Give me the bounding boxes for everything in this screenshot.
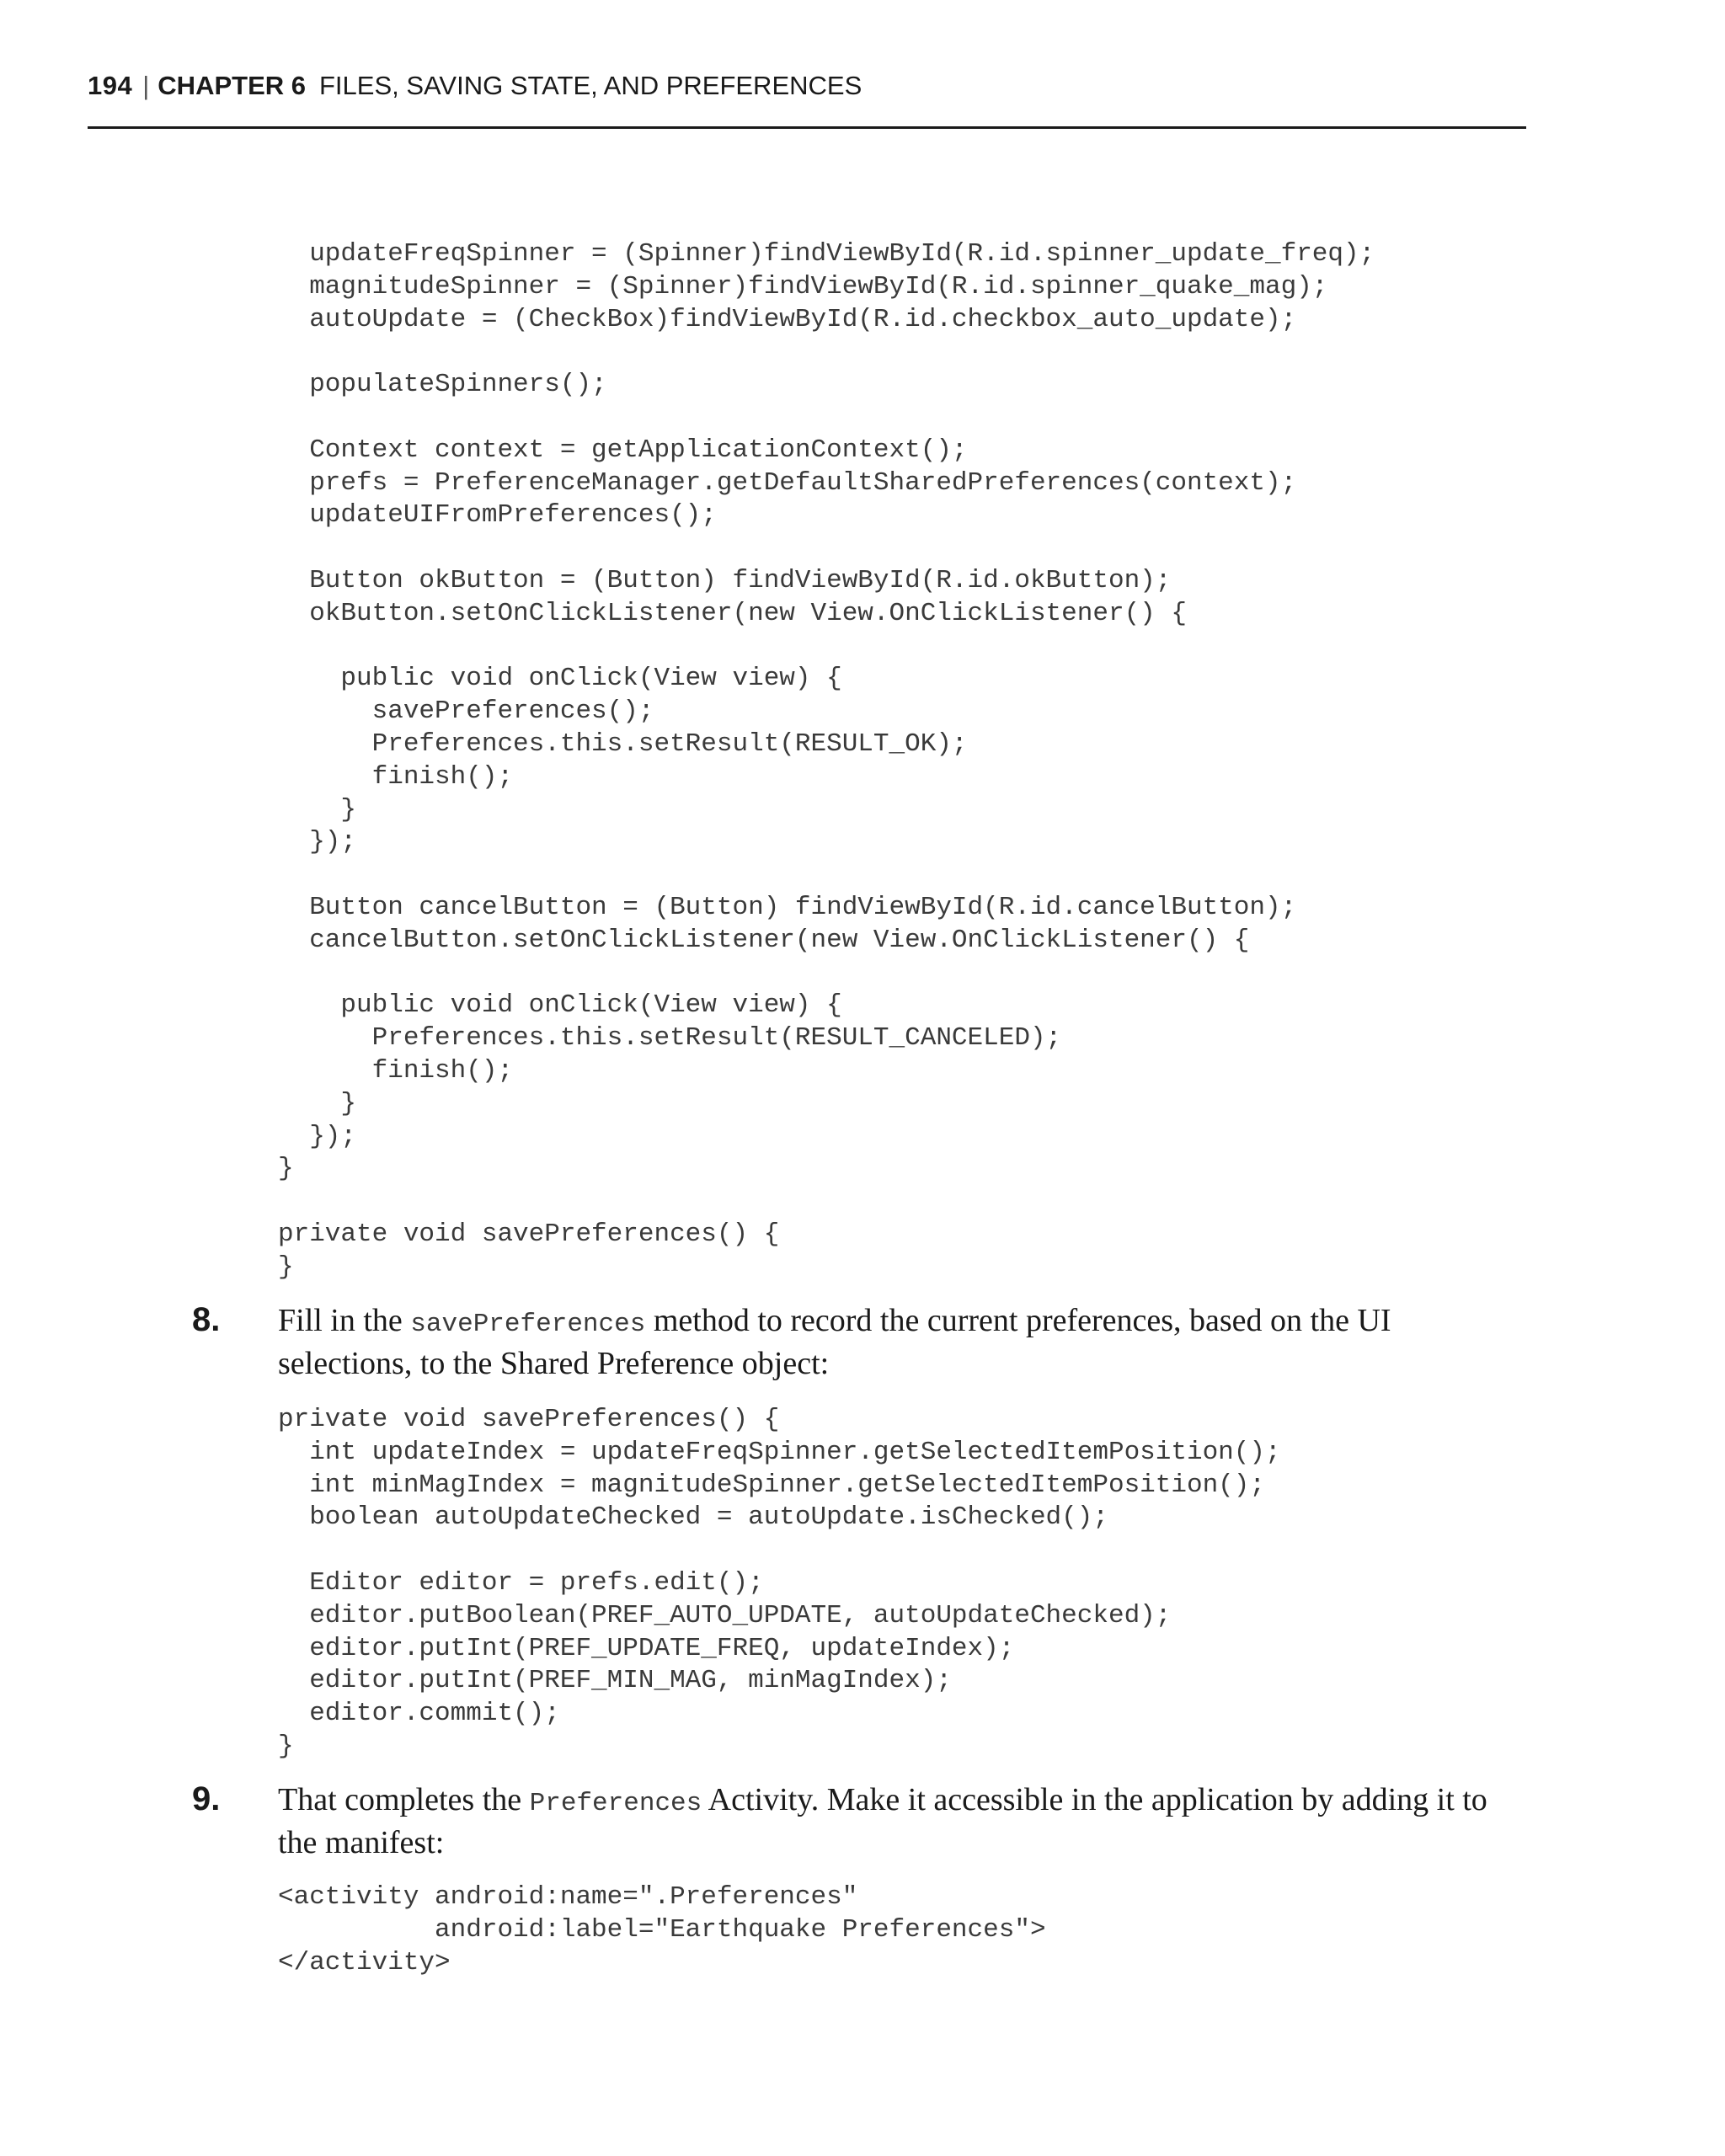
running-head: [88, 69, 862, 103]
page-number: 194: [88, 71, 133, 100]
code-block-save-preferences: private void savePreferences() { int updateIndex = updateFreqSpinner.getSelectedItemPosition(); int minMagIndex = magnitudeSpinner.getSelectedItemPosition(); boolean autoUpdateChecked = autoUpdate.isChecked(); Editor editor = prefs.edit(); editor.putBoolean(PREF_AUTO_UPDATE, autoUpdateChecked); editor.putInt(PREF_UPDATE_FREQ, updateIndex); editor.putInt(PREF_MIN_MAG, minMagIndex); editor.commit(); }: [278, 1405, 1281, 1761]
step-9-text-before: That completes the: [278, 1782, 530, 1817]
step-9-text-after: Activity. Make it accessible in the application by adding it to the manifest:: [278, 1782, 1487, 1860]
step-8-text: [278, 1301, 1499, 1383]
step-9-code-term: Preferences: [529, 1789, 702, 1818]
step-9-text: [278, 1780, 1499, 1862]
step-8-text-after: method to record the current preferences, based on the UI selections, to the Shared Preference object:: [278, 1303, 1391, 1381]
step-8-text-before: Fill in the: [278, 1303, 411, 1338]
chapter-title: FILES, SAVING STATE, AND PREFERENCES: [319, 71, 862, 100]
step-8-code-term: savePreferences: [410, 1310, 646, 1339]
step-9-number: 9.: [192, 1780, 221, 1817]
code-block-manifest-activity: <activity android:name=".Preferences" android:label="Earthquake Preferences"> </activity>: [278, 1882, 1046, 1977]
header-separator: |: [142, 71, 150, 100]
chapter-label: CHAPTER 6: [158, 71, 306, 100]
header-rule: [88, 126, 1526, 129]
code-block-preferences-oncreate: updateFreqSpinner = (Spinner)findViewById(R.id.spinner_update_freq); magnitudeSpinner = (Spinner)findViewById(R.id.spinner_quake_mag); autoUpdate = (CheckBox)findViewById(R.id.checkbox_auto_update); populateSpinners(); Context context = getApplicationContext(); prefs = PreferenceManager.getDefaultSharedPreferences(context); updateUIFromPreferences(); Button okButton = (Button) findViewById(R.id.okButton); okButton.setOnClickListener(new View.OnClickListener() { public void onClick(View view) { savePreferences(); Preferences.this.setResult(RESULT_OK); finish(); } }); Button cancelButton = (Button) findViewById(R.id.cancelButton); cancelButton.setOnClickListener(new View.OnClickListener() { public void onClick(View view) { Preferences.this.setResult(RESULT_CANCELED); finish(); } }); } private void savePreferences() { }: [278, 239, 1375, 1282]
step-8-number: 8.: [192, 1301, 221, 1338]
